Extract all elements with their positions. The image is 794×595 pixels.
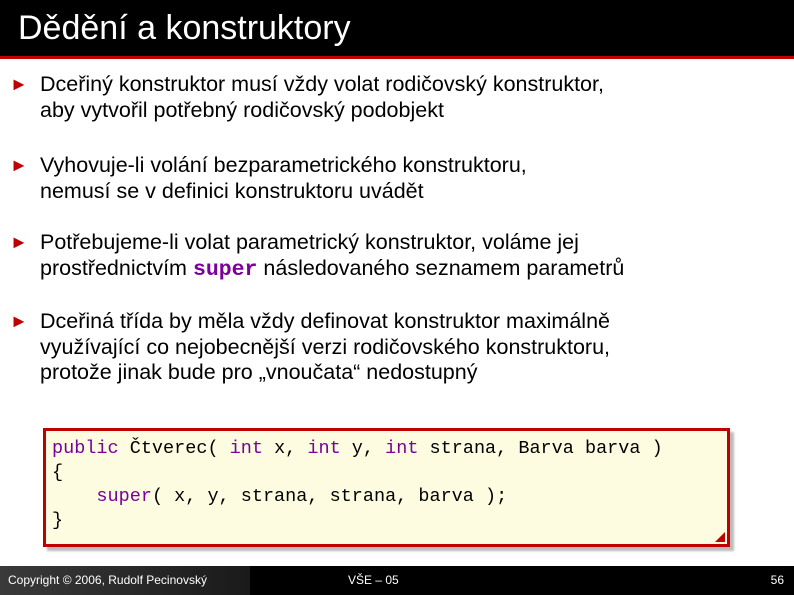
slide-title: Dědění a konstruktory — [18, 9, 351, 47]
code-keyword: int — [229, 438, 263, 459]
bullet-text: Dceřiný konstruktor musí vždy volat rodičovský konstruktor, — [40, 72, 604, 96]
bullet-text: protože jinak bude pro „vnoučata“ nedostupný — [40, 360, 478, 384]
code-line-4: } — [52, 510, 64, 531]
code-text: x, — [262, 438, 308, 459]
code-text: y, — [340, 438, 386, 459]
bullet-text: následovaného seznamem parametrů — [257, 256, 625, 280]
code-box — [43, 428, 730, 547]
code-keyword: int — [307, 438, 341, 459]
code-line-3 — [52, 485, 663, 509]
bullet-text: Potřebujeme-li volat parametrický konstruktor, voláme jej — [40, 230, 579, 254]
code-text: Čtverec( — [118, 438, 230, 459]
bullet-arrow-icon: ► — [10, 232, 28, 252]
code-keyword: super — [96, 486, 152, 507]
bullet-text: Vyhovuje-li volání bezparametrického konstruktoru, — [40, 153, 527, 177]
bullet-arrow-icon: ► — [10, 74, 28, 94]
code-text: ( x, y, strana, strana, barva ); — [151, 486, 508, 507]
folded-corner-icon — [715, 532, 725, 542]
bullet-arrow-icon: ► — [10, 155, 28, 175]
bullet-text: využívající co nejobecnější verzi rodičovského konstruktoru, — [40, 335, 611, 359]
bullet-2 — [10, 153, 527, 204]
code-keyword: public — [52, 438, 119, 459]
bullet-text: prostřednictvím — [40, 256, 193, 280]
bullet-text: Dceřiná třída by měla vždy definovat konstruktor maximálně — [40, 309, 610, 333]
code-line-1 — [52, 437, 663, 461]
bullet-3 — [10, 230, 624, 283]
super-keyword: super — [192, 258, 258, 282]
bullet-1 — [10, 72, 604, 123]
bullet-4 — [10, 309, 610, 385]
code-line-2: { — [52, 462, 64, 483]
footer-copyright: Copyright © 2006, Rudolf Pecinovský — [8, 573, 207, 587]
footer-center: VŠE – 05 — [348, 573, 399, 587]
page-number: 56 — [770, 573, 784, 587]
code-indent — [52, 486, 96, 507]
bullet-text: aby vytvořil potřebný rodičovský podobjekt — [40, 98, 444, 122]
bullet-arrow-icon: ► — [10, 311, 28, 331]
title-bar — [0, 0, 794, 59]
bullet-text: nemusí se v definici konstruktoru uvádět — [40, 179, 424, 203]
footer-bar — [0, 566, 794, 595]
code-keyword: int — [385, 438, 419, 459]
code-block — [52, 437, 663, 533]
code-text: strana, Barva barva ) — [418, 438, 663, 459]
